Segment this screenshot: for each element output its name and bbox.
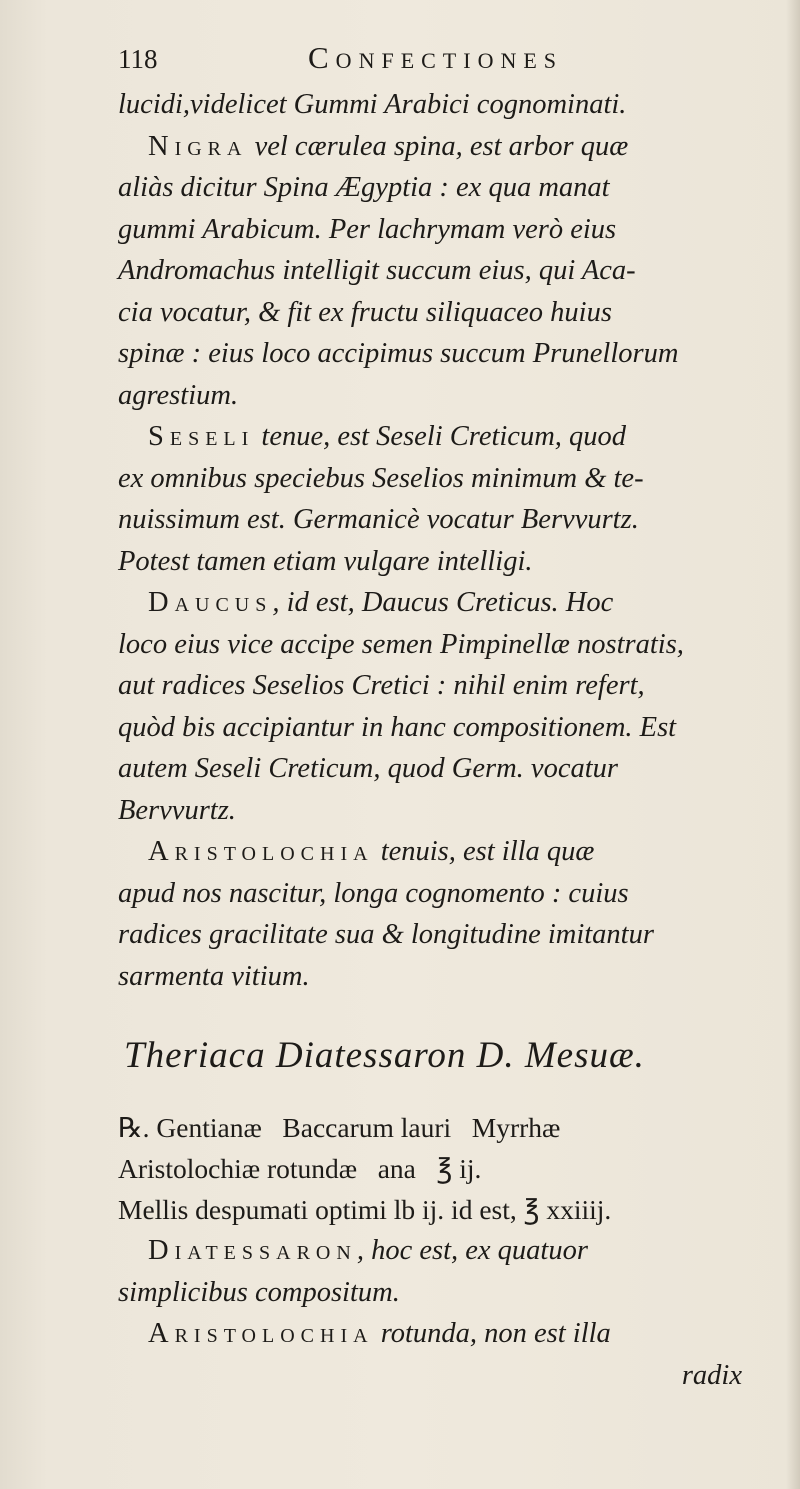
section-title: Theriaca Diatessaron D. Mesuæ. xyxy=(124,1035,645,1076)
recipe xyxy=(118,1107,790,1230)
text-line: cia vocatur, & fit ex fructu siliquaceo huius xyxy=(118,296,612,328)
text-line: aliàs dicitur Spina Ægyptia : ex qua manat xyxy=(118,172,610,203)
entry-head-diatessaron: Diatessaron xyxy=(148,1235,357,1266)
text-line xyxy=(118,416,790,458)
recipe-line: ℞. Gentianæ Baccarum lauri Myrrhæ xyxy=(118,1112,561,1143)
text-line: apud nos nascitur, longa cognomento : cuius xyxy=(118,877,629,909)
text-line: spinæ : eius loco accipimus succum Prunellorum xyxy=(118,338,679,369)
text-line: ex omnibus speciebus Seselios minimum & te- xyxy=(118,462,644,494)
page-text-block xyxy=(118,40,790,1396)
entry-text: tenuis, est illa quæ xyxy=(373,836,595,867)
text-line: autem Seseli Creticum, quod Germ. vocatur xyxy=(118,753,618,784)
entry-text: rotunda, non est illa xyxy=(373,1318,611,1349)
text-line: simplicibus compositum. xyxy=(118,1276,400,1308)
text-line: Andromachus intelligit succum eius, qui Aca- xyxy=(118,255,636,286)
text-line: aut radices Seselios Cretici : nihil enim refert, xyxy=(118,670,645,701)
text-line xyxy=(118,1313,790,1355)
text-line: nuissimum est. Germanicè vocatur Bervvurtz. xyxy=(118,504,639,535)
text-line: lucidi,videlicet Gummi Arabici cognominati. xyxy=(118,89,627,120)
text-line: sarmenta vitium. xyxy=(118,960,310,992)
entry-head-aristolochia-rotunda: Aristolochia xyxy=(148,1318,374,1349)
text-line: loco eius vice accipe semen Pimpinellæ nostratis, xyxy=(118,628,684,660)
entry-text: vel cærulea spina, est arbor quæ xyxy=(247,130,629,162)
entry-head-aristolochia: Aristolochia xyxy=(148,836,374,867)
text-line xyxy=(118,831,790,873)
running-head: Confectiones xyxy=(308,40,564,75)
catchword: radix xyxy=(681,1359,742,1391)
text-line: agrestium. xyxy=(118,379,239,411)
entry-head-nigra: Nigra xyxy=(148,130,248,162)
recipe-line: Mellis despumati optimi lb ij. id est, ℥ xxiiij. xyxy=(118,1194,612,1225)
page-number: 118 xyxy=(118,44,158,74)
paragraph-nigra xyxy=(118,126,790,417)
text-line xyxy=(118,126,790,168)
page-header xyxy=(118,40,790,84)
text-line: gummi Arabicum. Per lachrymam verò eius xyxy=(118,213,617,245)
paragraph-aristolochia-tenuis xyxy=(118,831,790,997)
paragraph-continuation xyxy=(118,84,790,126)
recipe-line: Aristolochiæ rotundæ ana ℥ ij. xyxy=(118,1153,482,1184)
text-line: quòd bis accipiantur in hanc compositionem. Est xyxy=(118,711,677,743)
text-line: Bervvurtz. xyxy=(118,794,236,826)
text-line xyxy=(118,1230,790,1272)
entry-text: tenue, est Seseli Creticum, quod xyxy=(254,421,627,452)
paragraph-daucus xyxy=(118,582,790,831)
text-line xyxy=(118,582,790,624)
entry-head-daucus: Daucus xyxy=(148,587,273,618)
paragraph-aristolochia-rotunda xyxy=(118,1313,790,1396)
paragraph-seseli xyxy=(118,416,790,582)
entry-head-seseli: Seseli xyxy=(148,421,255,452)
text-line: radices gracilitate sua & longitudine imitantur xyxy=(118,919,654,950)
entry-text: , hoc est, ex quatuor xyxy=(356,1235,588,1266)
paragraph-diatessaron xyxy=(118,1230,790,1313)
text-line: Potest tamen etiam vulgare intelligi. xyxy=(118,545,533,577)
entry-text: , id est, Daucus Creticus. Hoc xyxy=(272,587,614,618)
